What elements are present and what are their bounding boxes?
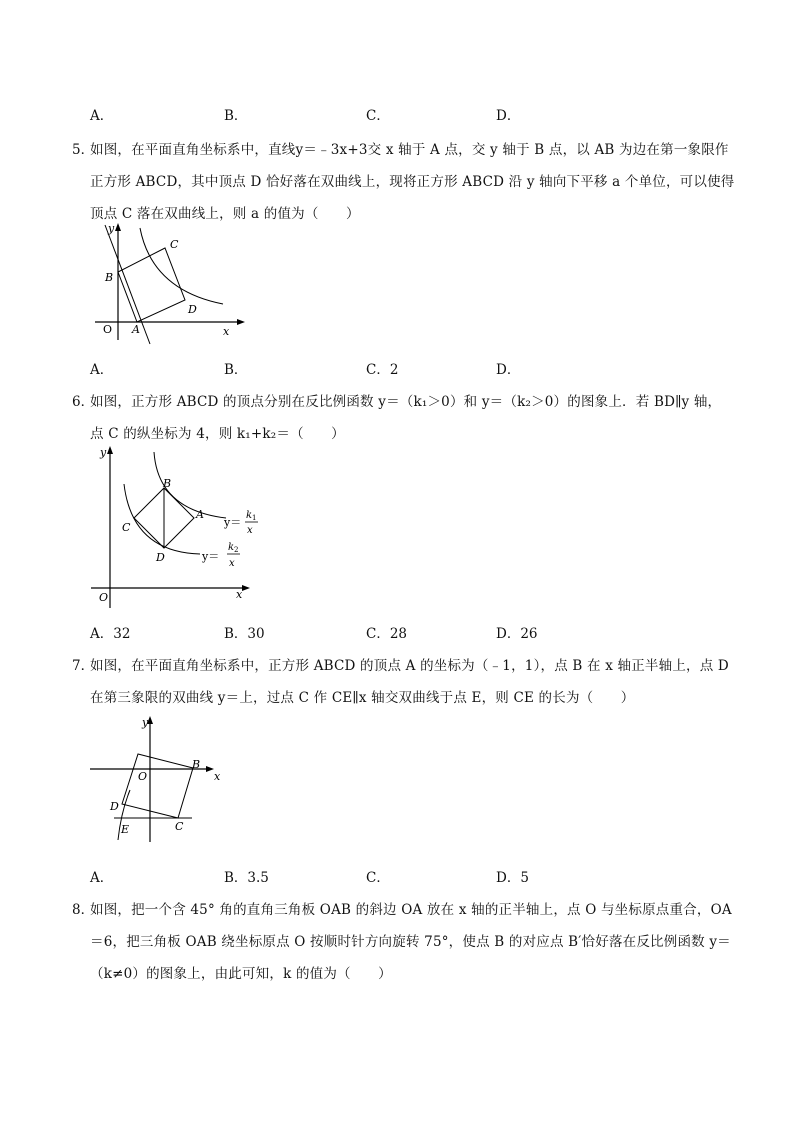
- q6-label-y: y: [100, 446, 107, 459]
- q5-label-a: A: [132, 323, 140, 336]
- q6-formula-2-den: x: [229, 558, 235, 569]
- q6-label-x: x: [236, 588, 243, 601]
- q5-number: 5．: [72, 142, 95, 158]
- q5-y-arrow: [115, 223, 121, 231]
- q6-figure: [88, 440, 263, 610]
- q6-option-c: C．28: [366, 626, 408, 642]
- q5-label-c: C: [170, 238, 179, 251]
- q7-label-e: E: [121, 823, 130, 836]
- q6-formula-2-prefix: y＝: [202, 550, 220, 563]
- q5-label-b: B: [105, 271, 114, 284]
- q6-x-arrow: [242, 585, 250, 591]
- q7-figure: [88, 712, 228, 844]
- q7-label-x: x: [214, 770, 221, 783]
- q7-line-1: 如图，在平面直角坐标系中，正方形 ABCD 的顶点 A 的坐标为（﹣1，1），点 B 在 x 轴正半轴上，点 D: [90, 658, 729, 674]
- q5-option-c: C．2: [366, 362, 399, 378]
- q5-label-x: x: [223, 325, 230, 338]
- q6-formula-1-prefix: y＝: [224, 516, 242, 529]
- q5-line-1: 如图，在平面直角坐标系中，直线y＝﹣3x+3交 x 轴于 A 点，交 y 轴于 B 点，以 AB 为边在第一象限作: [90, 142, 729, 158]
- q5-option-a: A．: [90, 362, 114, 378]
- q5-label-o: O: [103, 323, 113, 336]
- q5-option-b: B．: [224, 362, 248, 378]
- q5-figure: [90, 220, 250, 345]
- q7-line-2: 在第三象限的双曲线 y＝上，过点 C 作 CE∥x 轴交双曲线于点 E，则 CE 的长为（ ）: [90, 690, 635, 706]
- q6-line-1: 如图，正方形 ABCD 的顶点分别在反比例函数 y＝（k₁＞0）和 y＝（k₂＞0）的图象上．若 BD∥y 轴，: [90, 394, 722, 410]
- q8-number: 8．: [72, 902, 95, 918]
- q7-label-y: y: [142, 716, 149, 729]
- q6-label-o: O: [99, 591, 109, 604]
- q7-x-arrow: [206, 766, 214, 772]
- q5-hyperbola: [140, 228, 223, 304]
- q6-label-a: A: [196, 508, 204, 521]
- q7-option-a: A．: [90, 870, 114, 886]
- q6-line-2: 点 C 的纵坐标为 4，则 k₁+k₂＝（ ）: [90, 426, 345, 442]
- q8-line-1: 如图，把一个含 45° 角的直角三角板 OAB 的斜边 OA 放在 x 轴的正半轴上，点 O 与坐标原点重合，OA: [90, 902, 732, 918]
- q7-square: [122, 754, 193, 818]
- q7-label-d: D: [110, 800, 119, 813]
- q7-label-b: B: [192, 758, 201, 771]
- q4-option-a: A．: [90, 108, 114, 124]
- q6-option-d: D．26: [496, 626, 538, 642]
- q7-option-b: B．3.5: [224, 870, 269, 886]
- q6-number: 6．: [72, 394, 95, 410]
- q7-number: 7．: [72, 658, 95, 674]
- q5-label-y: y: [108, 222, 115, 235]
- q6-option-a: A．32: [90, 626, 131, 642]
- q6-formula-1-num: k: [246, 510, 253, 521]
- q7-label-o: O: [138, 770, 148, 783]
- q4-option-d: D．: [496, 108, 521, 124]
- q6-formula-2-sub: 2: [234, 546, 239, 554]
- q7-label-c: C: [175, 820, 184, 833]
- q5-label-d: D: [188, 303, 197, 316]
- q6-label-c: C: [122, 521, 131, 534]
- q7-option-d: D．5: [496, 870, 529, 886]
- q6-y-arrow: [107, 446, 113, 454]
- q6-formula-1-sub: 1: [252, 514, 257, 522]
- q6-label-d: D: [156, 551, 165, 564]
- q6-option-b: B．30: [224, 626, 265, 642]
- q6-formula-2-num: k: [228, 542, 235, 553]
- q8-line-3: （k≠0）的图象上，由此可知，k 的值为（ ）: [90, 966, 392, 982]
- q5-line-3: 顶点 C 落在双曲线上，则 a 的值为（ ）: [90, 206, 360, 222]
- q6-formula-1-den: x: [247, 525, 253, 536]
- q7-option-c: C．: [366, 870, 390, 886]
- q4-option-b: B．: [224, 108, 248, 124]
- q5-option-d: D．: [496, 362, 521, 378]
- q6-label-b: B: [163, 477, 172, 490]
- q8-line-2: ＝6，把三角板 OAB 绕坐标原点 O 按顺时针方向旋转 75°，使点 B 的对应点 B′恰好落在反比例函数 y＝: [90, 934, 731, 950]
- q5-line-2: 正方形 ABCD，其中顶点 D 恰好落在双曲线上，现将正方形 ABCD 沿 y 轴向下平移 a 个单位，可以使得: [90, 174, 735, 190]
- q4-option-c: C．: [366, 108, 390, 124]
- q5-x-arrow: [237, 319, 245, 325]
